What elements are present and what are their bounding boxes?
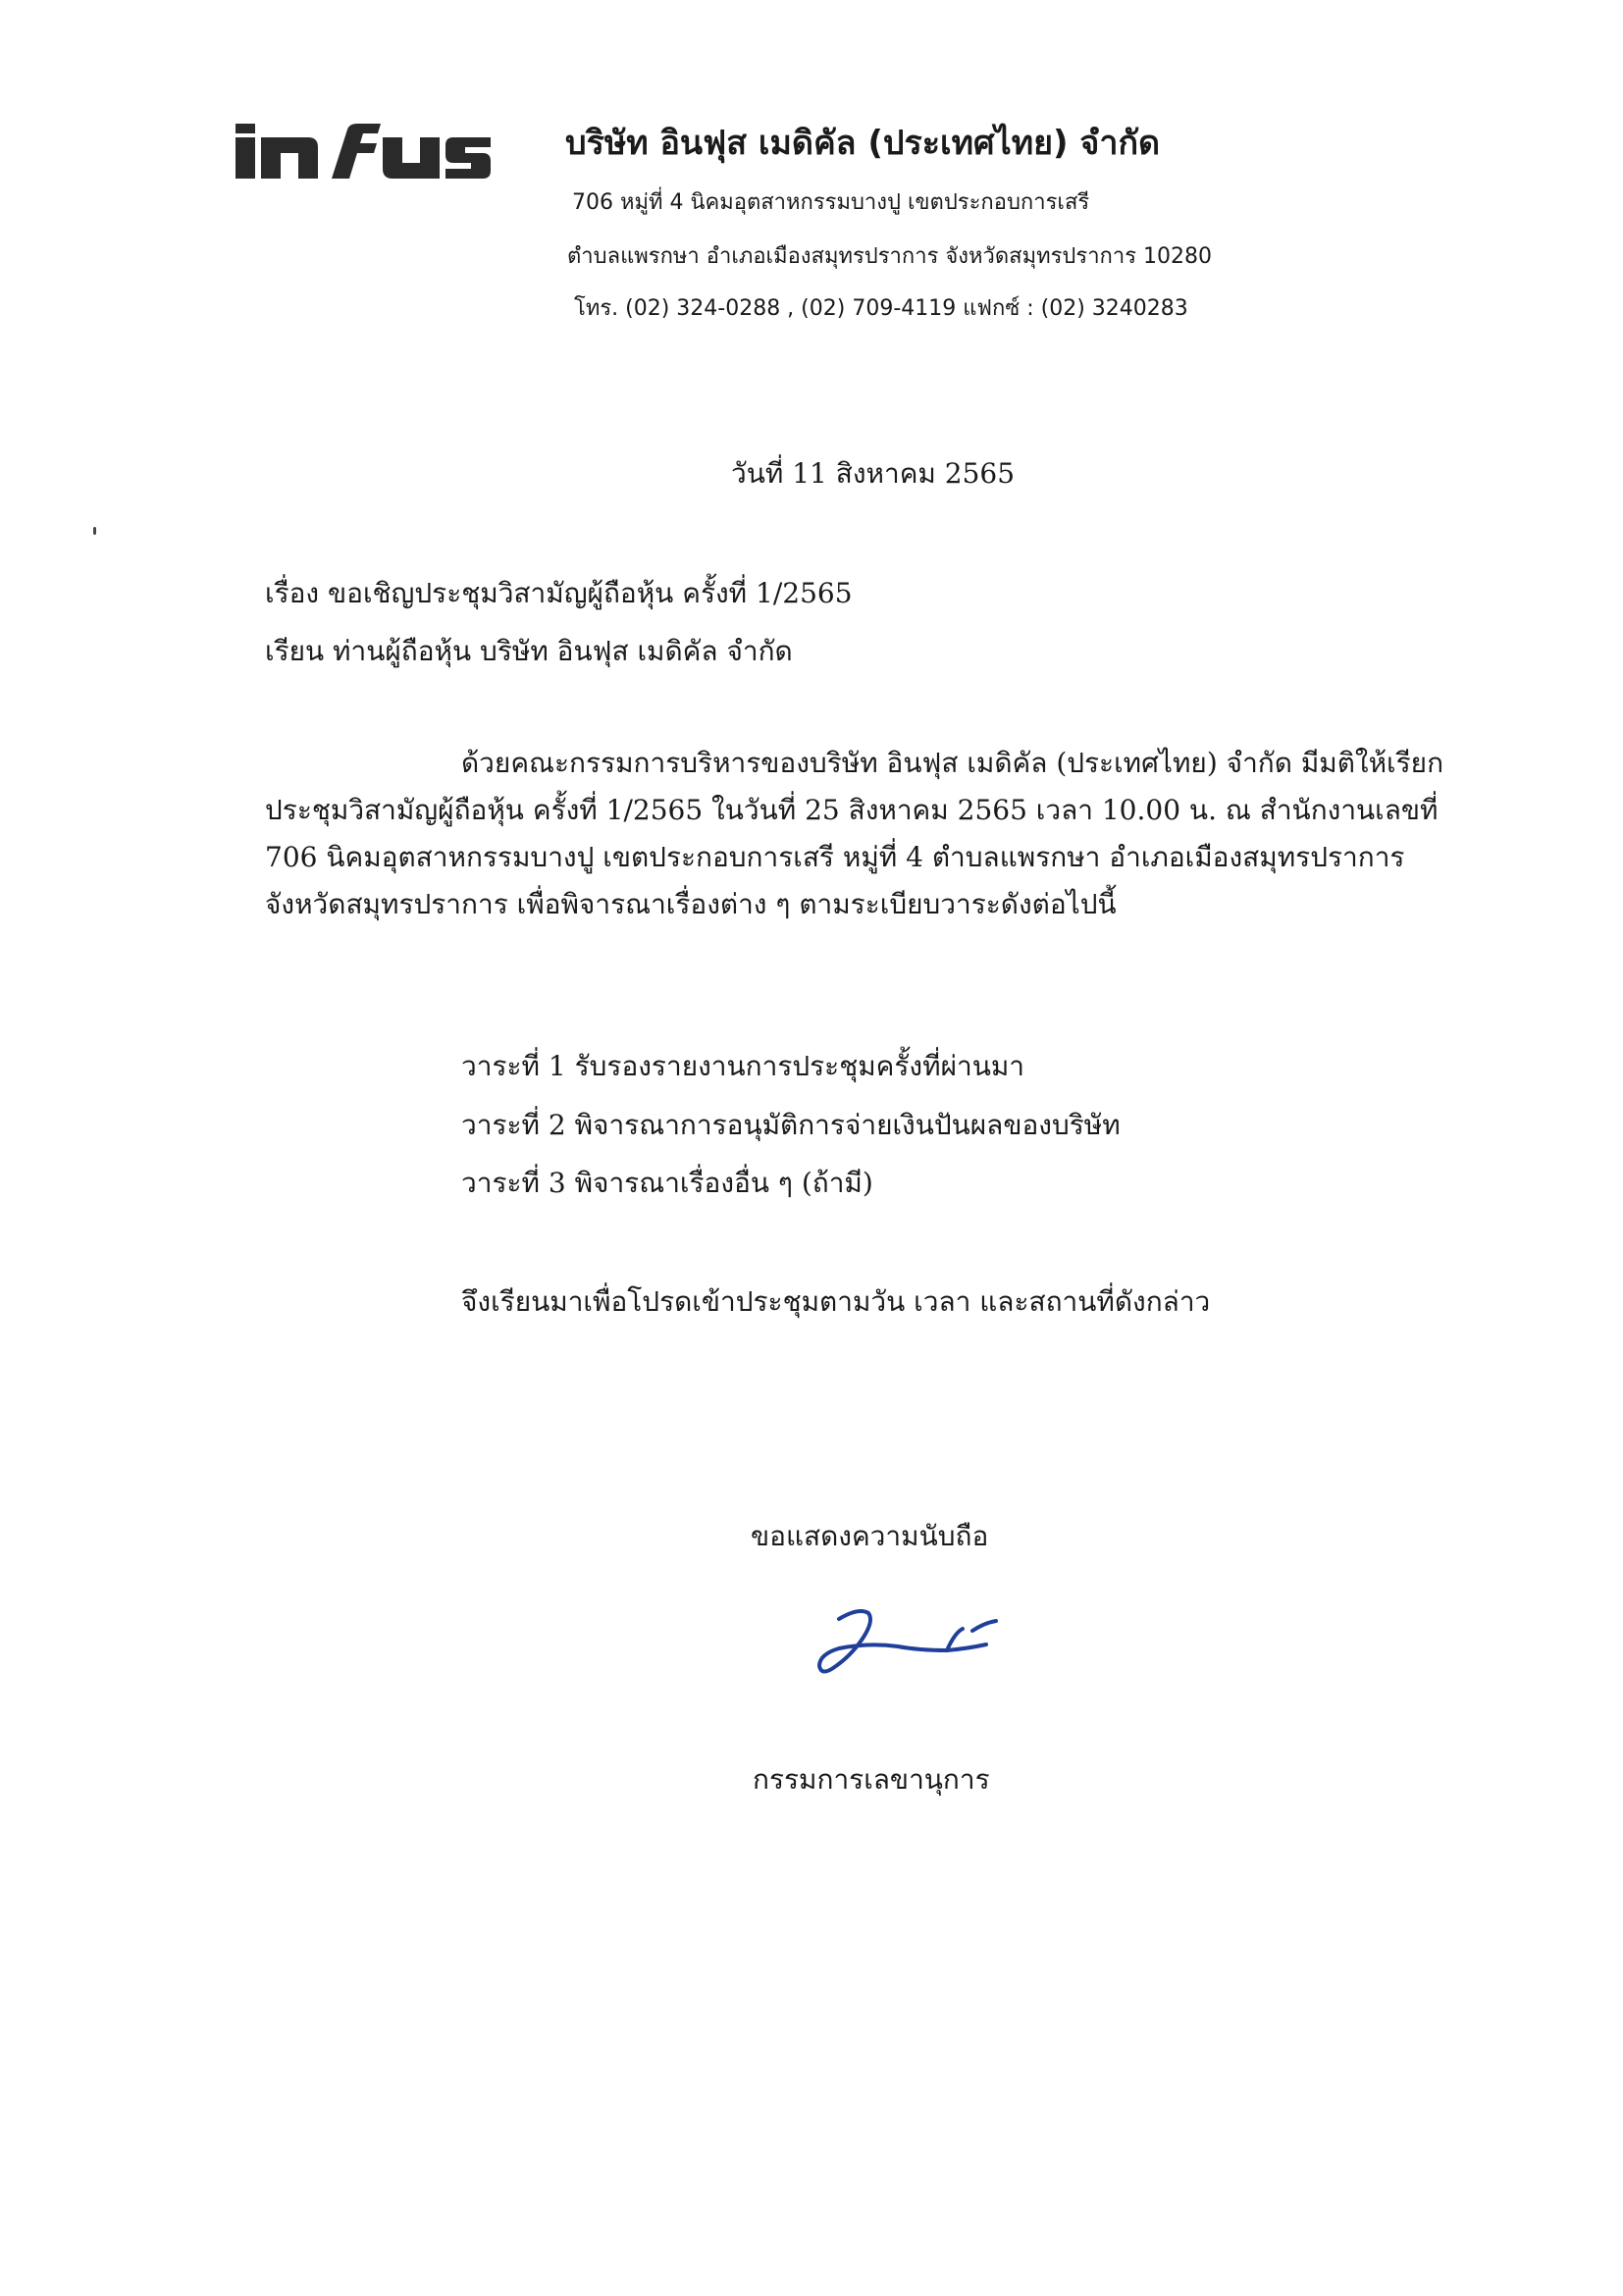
letter-date: วันที่ 11 สิงหาคม 2565 xyxy=(731,457,1016,490)
agenda-item-1: วาระที่ 1 รับรองรายงานการประชุมครั้งที่ผ่านมา xyxy=(461,1050,1025,1082)
regards-text: ขอแสดงความนับถือ xyxy=(751,1520,989,1552)
body-line: ด้วยคณะกรรมการบริหารของบริษัท อินฟุส เมดิคัล (ประเทศไทย) จำกัด มีมติให้เรียก xyxy=(461,747,1444,779)
body-line: ประชุมวิสามัญผู้ถือหุ้น ครั้งที่ 1/2565 ในวันที่ 25 สิงหาคม 2565 เวลา 10.00 น. ณ สำนักงานเลขที่ xyxy=(265,794,1439,826)
agenda-item-3: วาระที่ 3 พิจารณาเรื่องอื่น ๆ (ถ้ามี) xyxy=(461,1167,873,1199)
signer-title: กรรมการเลขานุการ xyxy=(753,1763,990,1796)
body-line: จังหวัดสมุทรปราการ เพื่อพิจารณาเรื่องต่าง ๆ ตามระเบียบวาระดังต่อไปนี้ xyxy=(265,888,1117,920)
closing-line: จึงเรียนมาเพื่อโปรดเข้าประชุมตามวัน เวลา และสถานที่ดังกล่าว xyxy=(461,1285,1211,1318)
company-contact-line: โทร. (02) 324-0288 , (02) 709-4119 แฟกซ์ : (02) 3240283 xyxy=(574,296,1188,321)
scan-speck xyxy=(93,527,96,535)
agenda-item-2: วาระที่ 2 พิจารณาการอนุมัติการจ่ายเงินปันผลของบริษัท xyxy=(461,1109,1121,1141)
company-logo xyxy=(234,124,493,181)
company-address-line-1: 706 หมู่ที่ 4 นิคมอุตสาหกรรมบางปู เขตประกอบการเสรี xyxy=(572,190,1090,215)
logo-text: infus xyxy=(234,124,236,125)
company-name: บริษัท อินฟุส เมดิคัล (ประเทศไทย) จำกัด xyxy=(565,124,1161,163)
letter-recipient: เรียน ท่านผู้ถือหุ้น บริษัท อินฟุส เมดิคัล จำกัด xyxy=(265,635,793,667)
body-line: 706 นิคมอุตสาหกรรมบางปู เขตประกอบการเสรี หมู่ที่ 4 ตำบลแพรกษา อำเภอเมืองสมุทรปราการ xyxy=(265,841,1405,873)
company-address-line-2: ตำบลแพรกษา อำเภอเมืองสมุทรปราการ จังหวัดสมุทรปราการ 10280 xyxy=(567,244,1213,269)
letter-body xyxy=(265,740,1462,928)
signature xyxy=(800,1599,1006,1693)
letter-subject: เรื่อง ขอเชิญประชุมวิสามัญผู้ถือหุ้น ครั้งที่ 1/2565 xyxy=(265,577,853,609)
